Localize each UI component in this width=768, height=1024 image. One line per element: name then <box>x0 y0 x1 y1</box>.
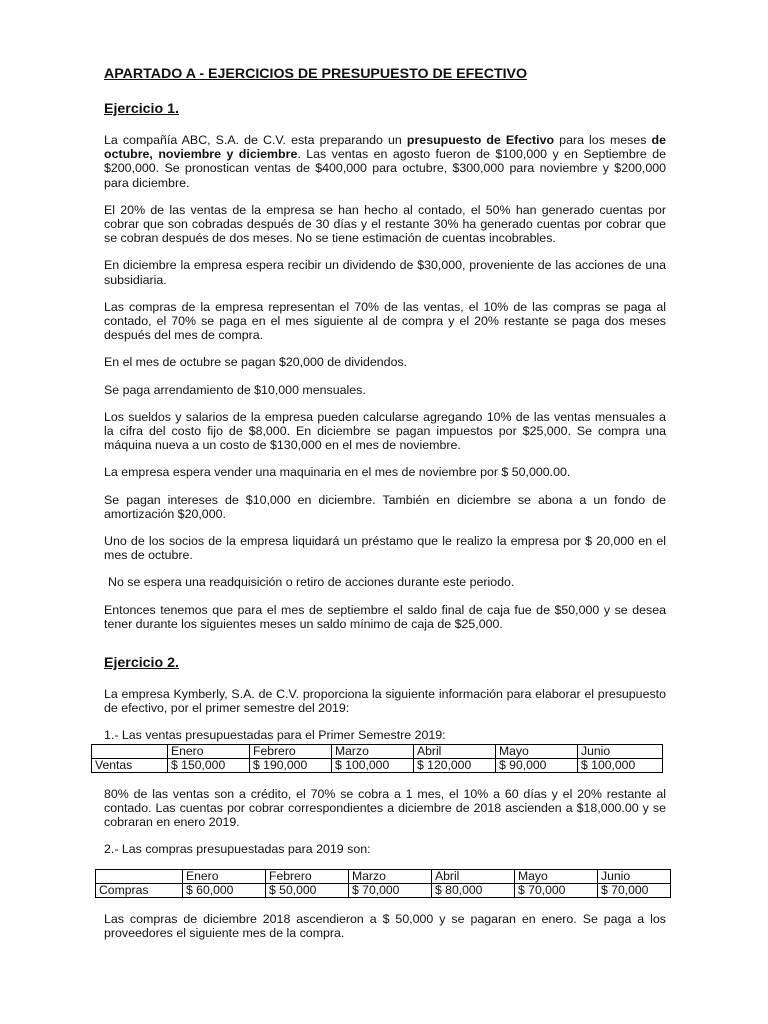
table-header-cell: Mayo <box>496 744 578 758</box>
table-cell: $ 60,000 <box>183 883 266 897</box>
bold-text: de octubre, noviembre y diciembre <box>104 133 667 162</box>
exercise-1-heading: Ejercicio 1. <box>104 101 179 117</box>
table-cell: $ 80,000 <box>432 883 515 897</box>
exercise-1-paragraph-3: En diciembre la empresa espera recibir un dividendo de $30,000, proveniente de las acciones de una subsidiaria. <box>104 258 666 287</box>
page-title: APARTADO A - EJERCICIOS DE PRESUPUESTO DE EFECTIVO <box>104 66 528 82</box>
table-row <box>92 758 663 772</box>
table-row-label: Compras <box>96 883 183 897</box>
sales-table <box>91 744 663 773</box>
table-cell: $ 120,000 <box>414 758 496 772</box>
table-cell: $ 100,000 <box>332 758 414 772</box>
table-header-cell: Mayo <box>515 869 598 883</box>
table-cell: $ 70,000 <box>598 883 671 897</box>
table-header-row <box>92 744 663 758</box>
exercise-1-paragraph-11: No se espera una readquisición o retiro de acciones durante este periodo. <box>108 575 515 590</box>
table-cell: $ 70,000 <box>349 883 432 897</box>
table-header-cell: Abril <box>432 869 515 883</box>
table-header-cell: Marzo <box>332 744 414 758</box>
table-header-cell: Enero <box>168 744 250 758</box>
exercise-1-paragraph-10: Uno de los socios de la empresa liquidará un préstamo que le realizo la empresa por $ 20,000 en el mes de octubre. <box>104 534 666 563</box>
purchases-table-label: 2.- Las compras presupuestadas para 2019 son: <box>104 842 371 857</box>
exercise-1-paragraph-4: Las compras de la empresa representan el 70% de las ventas, el 10% de las compras se paga al contado, el 70% se paga en el mes siguiente al de compra y el 20% restante se paga dos meses después del mes de compra. <box>104 299 666 343</box>
table-header-row <box>96 869 671 883</box>
table-header-cell: Abril <box>414 744 496 758</box>
document-content <box>95 66 667 953</box>
exercise-2-paragraph-3: Las compras de diciembre 2018 ascendieron a $ 50,000 y se pagaran en enero. Se paga a los proveedores el siguiente mes de la compra. <box>104 911 666 940</box>
exercise-1-paragraph-12: Entonces tenemos que para el mes de septiembre el saldo final de caja fue de $50,000 y se desea tener durante los siguientes meses un saldo mínimo de caja de $25,000. <box>104 602 666 631</box>
exercise-1-paragraph-8: La empresa espera vender una maquinaria en el mes de noviembre por $ 50,000.00. <box>104 465 571 480</box>
table-cell: $ 100,000 <box>578 758 663 772</box>
exercise-2-paragraph-2: 80% de las ventas son a crédito, el 70% se cobra a 1 mes, el 10% a 60 días y el 20% restante al contado. Las cuentas por cobrar correspondientes a diciembre de 2018 ascienden a $18,000.00 y se cobraran en enero 2019. <box>104 786 666 830</box>
table-cell: $ 90,000 <box>496 758 578 772</box>
sales-table-label: 1.- Las ventas presupuestadas para el Primer Semestre 2019: <box>104 728 446 743</box>
text-run: . Las ventas en agosto fueron de $100,000 y en Septiembre de $200,000. Se pronostican ventas de $400,000 para octubre, $300,000 para noviembre y $200,000 para diciembre. <box>104 147 666 190</box>
table-cell: $ 190,000 <box>250 758 332 772</box>
exercise-2-heading: Ejercicio 2. <box>104 655 179 672</box>
bold-text: presupuesto de Efectivo <box>406 133 555 147</box>
table-header-cell: Febrero <box>266 869 349 883</box>
table-row-label: Ventas <box>92 758 168 772</box>
exercise-1-paragraph-7: Los sueldos y salarios de la empresa pueden calcularse agregando 10% de las ventas mensuales a la cifra del costo fijo de $8,000. En diciembre se pagan impuestos por $25,000. Se compra una máquina nueva a un costo de $130,000 en el mes de noviembre. <box>104 409 666 453</box>
text-run: La compañía ABC, S.A. de C.V. esta preparando un <box>104 133 407 147</box>
table-cell: $ 50,000 <box>266 883 349 897</box>
table-row <box>96 883 671 897</box>
table-cell: $ 150,000 <box>168 758 250 772</box>
exercise-1-paragraph-1 <box>104 133 666 190</box>
text-run: para los meses <box>554 133 652 147</box>
table-cell <box>96 869 183 883</box>
table-header-cell: Junio <box>578 744 663 758</box>
table-cell <box>92 744 168 758</box>
table-header-cell: Enero <box>183 869 266 883</box>
exercise-1-paragraph-5: En el mes de octubre se pagan $20,000 de dividendos. <box>104 355 408 370</box>
table-header-cell: Marzo <box>349 869 432 883</box>
exercise-2-paragraph-1: La empresa Kymberly, S.A. de C.V. proporciona la siguiente información para elaborar el presupuesto de efectivo, por el primer semestre del 2019: <box>104 687 666 716</box>
table-cell: $ 70,000 <box>515 883 598 897</box>
purchases-table <box>95 869 671 898</box>
exercise-1-paragraph-9: Se pagan intereses de $10,000 en diciembre. También en diciembre se abona a un fondo de amortización $20,000. <box>104 492 666 521</box>
exercise-1-paragraph-2: El 20% de las ventas de la empresa se han hecho al contado, el 50% han generado cuentas por cobrar que son cobradas después de 30 días y el restante 30% ha generado cuentas por cobrar que se cobran después de dos meses. No se tiene estimación de cuentas incobrables. <box>104 202 666 246</box>
table-header-cell: Febrero <box>250 744 332 758</box>
table-header-cell: Junio <box>598 869 671 883</box>
exercise-1-paragraph-6: Se paga arrendamiento de $10,000 mensuales. <box>104 382 366 397</box>
